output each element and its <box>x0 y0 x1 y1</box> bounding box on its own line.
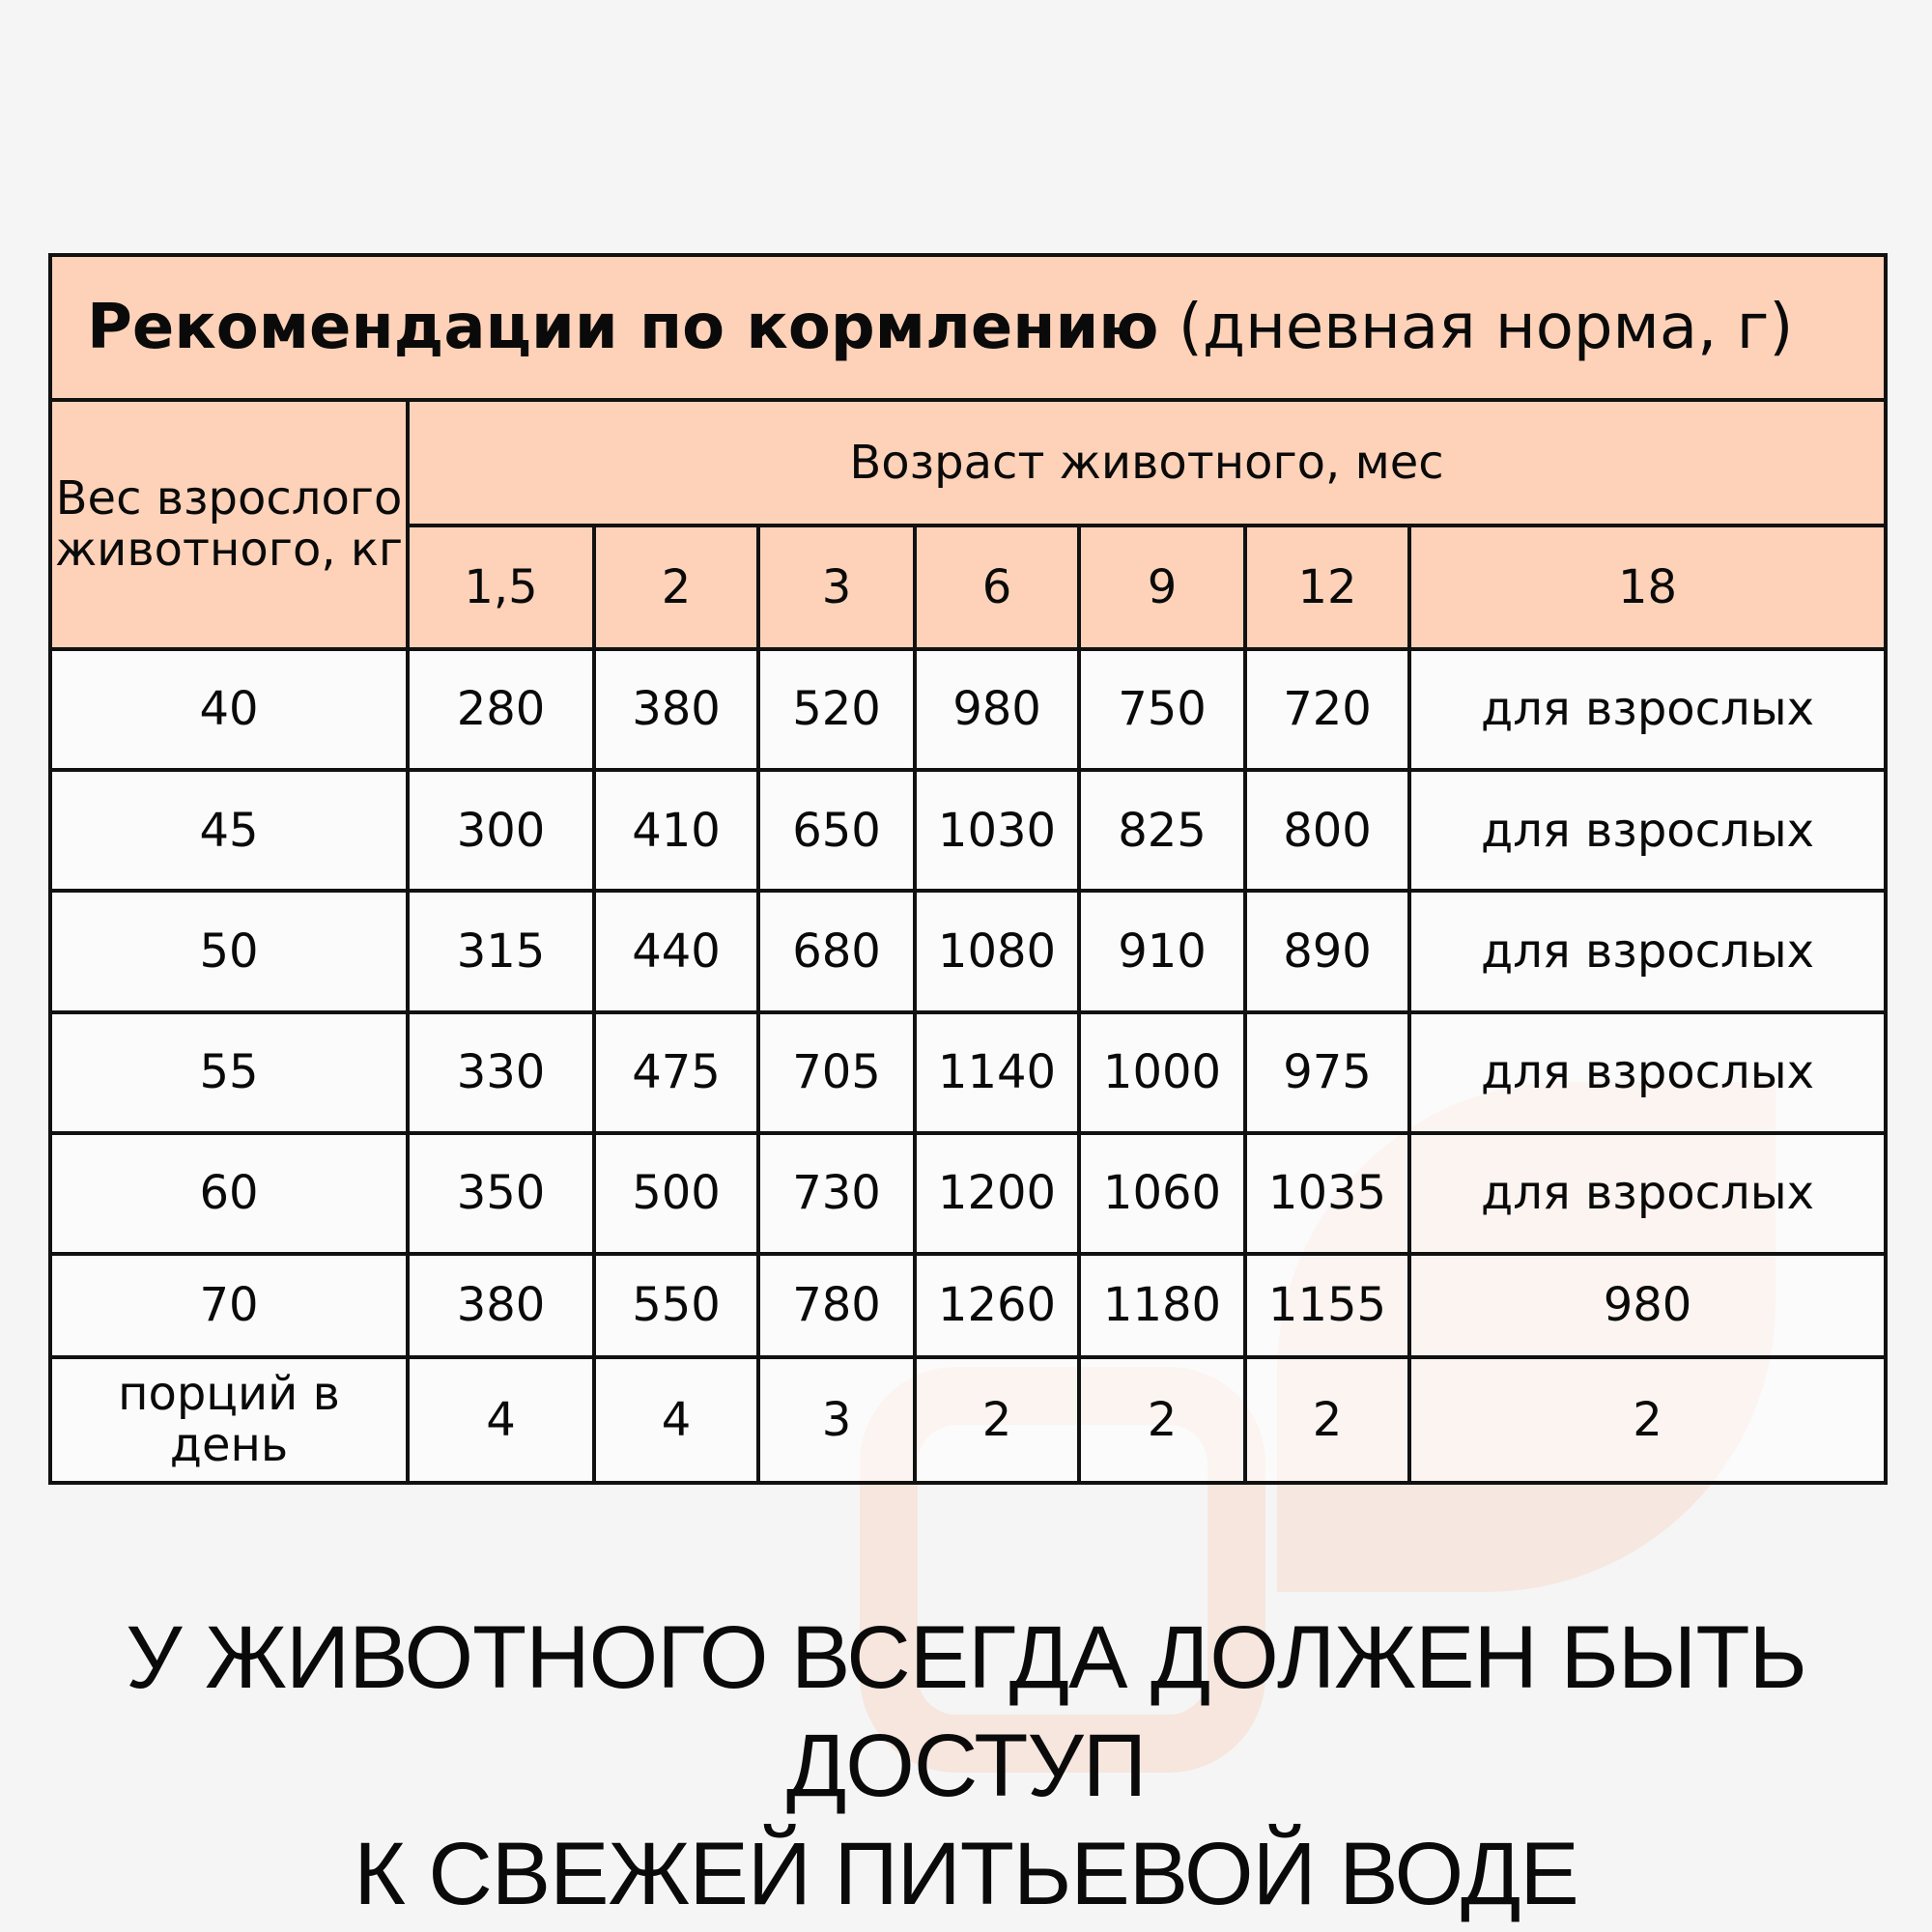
age-cell: 3 <box>758 526 915 649</box>
value-cell: 500 <box>594 1133 758 1254</box>
value-cell: 315 <box>408 891 594 1011</box>
value-cell: 825 <box>1079 770 1245 891</box>
value-cell: 800 <box>1245 770 1409 891</box>
value-cell: для взрослых <box>1409 1012 1886 1133</box>
value-cell: 300 <box>408 770 594 891</box>
value-cell: 780 <box>758 1254 915 1357</box>
weight-cell: 40 <box>50 649 408 770</box>
notice-line-1: У ЖИВОТНОГО ВСЕГДА ДОЛЖЕН БЫТЬ ДОСТУП <box>126 1608 1806 1815</box>
weight-cell: 60 <box>50 1133 408 1254</box>
value-cell: для взрослых <box>1409 649 1886 770</box>
notice-line-2: К СВЕЖЕЙ ПИТЬЕВОЙ ВОДЕ <box>354 1825 1578 1923</box>
value-cell: 1180 <box>1079 1254 1245 1357</box>
table-row <box>50 1133 1886 1254</box>
portion-cell: 2 <box>915 1357 1079 1483</box>
value-cell: 650 <box>758 770 915 891</box>
value-cell: 440 <box>594 891 758 1011</box>
age-cell: 9 <box>1079 526 1245 649</box>
portion-cell: 4 <box>594 1357 758 1483</box>
value-cell: 1155 <box>1245 1254 1409 1357</box>
value-cell: 1035 <box>1245 1133 1409 1254</box>
value-cell: 975 <box>1245 1012 1409 1133</box>
age-cell: 1,5 <box>408 526 594 649</box>
table-row <box>50 891 1886 1011</box>
value-cell: 1140 <box>915 1012 1079 1133</box>
value-cell: 910 <box>1079 891 1245 1011</box>
age-header: Возраст животного, мес <box>408 400 1886 526</box>
age-cell: 2 <box>594 526 758 649</box>
value-cell: 730 <box>758 1133 915 1254</box>
age-cell: 6 <box>915 526 1079 649</box>
value-cell: 475 <box>594 1012 758 1133</box>
value-cell: 720 <box>1245 649 1409 770</box>
title-bold: Рекомендации по кормлению <box>87 291 1159 363</box>
title-normal: (дневная норма, г) <box>1178 291 1794 363</box>
value-cell: 1260 <box>915 1254 1079 1357</box>
portions-row <box>50 1357 1886 1483</box>
value-cell: 350 <box>408 1133 594 1254</box>
portion-cell: 4 <box>408 1357 594 1483</box>
value-cell: для взрослых <box>1409 770 1886 891</box>
value-cell: 980 <box>1409 1254 1886 1357</box>
table-title <box>50 255 1886 400</box>
value-cell: для взрослых <box>1409 1133 1886 1254</box>
portion-cell: 2 <box>1079 1357 1245 1483</box>
age-cell: 18 <box>1409 526 1886 649</box>
value-cell: 330 <box>408 1012 594 1133</box>
weight-header: Вес взрослого животного, кг <box>50 400 408 649</box>
table-row <box>50 1254 1886 1357</box>
value-cell: 1030 <box>915 770 1079 891</box>
table-row <box>50 770 1886 891</box>
value-cell: 550 <box>594 1254 758 1357</box>
value-cell: 1200 <box>915 1133 1079 1254</box>
value-cell: 410 <box>594 770 758 891</box>
value-cell: 380 <box>594 649 758 770</box>
value-cell: 1060 <box>1079 1133 1245 1254</box>
table-row <box>50 649 1886 770</box>
value-cell: 750 <box>1079 649 1245 770</box>
portions-label: порций в день <box>50 1357 408 1483</box>
weight-cell: 45 <box>50 770 408 891</box>
value-cell: 980 <box>915 649 1079 770</box>
value-cell: 890 <box>1245 891 1409 1011</box>
value-cell: 680 <box>758 891 915 1011</box>
weight-cell: 50 <box>50 891 408 1011</box>
portion-cell: 3 <box>758 1357 915 1483</box>
weight-cell: 55 <box>50 1012 408 1133</box>
value-cell: 280 <box>408 649 594 770</box>
weight-cell: 70 <box>50 1254 408 1357</box>
portion-cell: 2 <box>1245 1357 1409 1483</box>
age-cell: 12 <box>1245 526 1409 649</box>
value-cell: 380 <box>408 1254 594 1357</box>
value-cell: 705 <box>758 1012 915 1133</box>
value-cell: 1000 <box>1079 1012 1245 1133</box>
value-cell: для взрослых <box>1409 891 1886 1011</box>
water-notice <box>0 1604 1932 1928</box>
value-cell: 1080 <box>915 891 1079 1011</box>
feeding-table <box>48 253 1888 1485</box>
portion-cell: 2 <box>1409 1357 1886 1483</box>
table-row <box>50 1012 1886 1133</box>
value-cell: 520 <box>758 649 915 770</box>
